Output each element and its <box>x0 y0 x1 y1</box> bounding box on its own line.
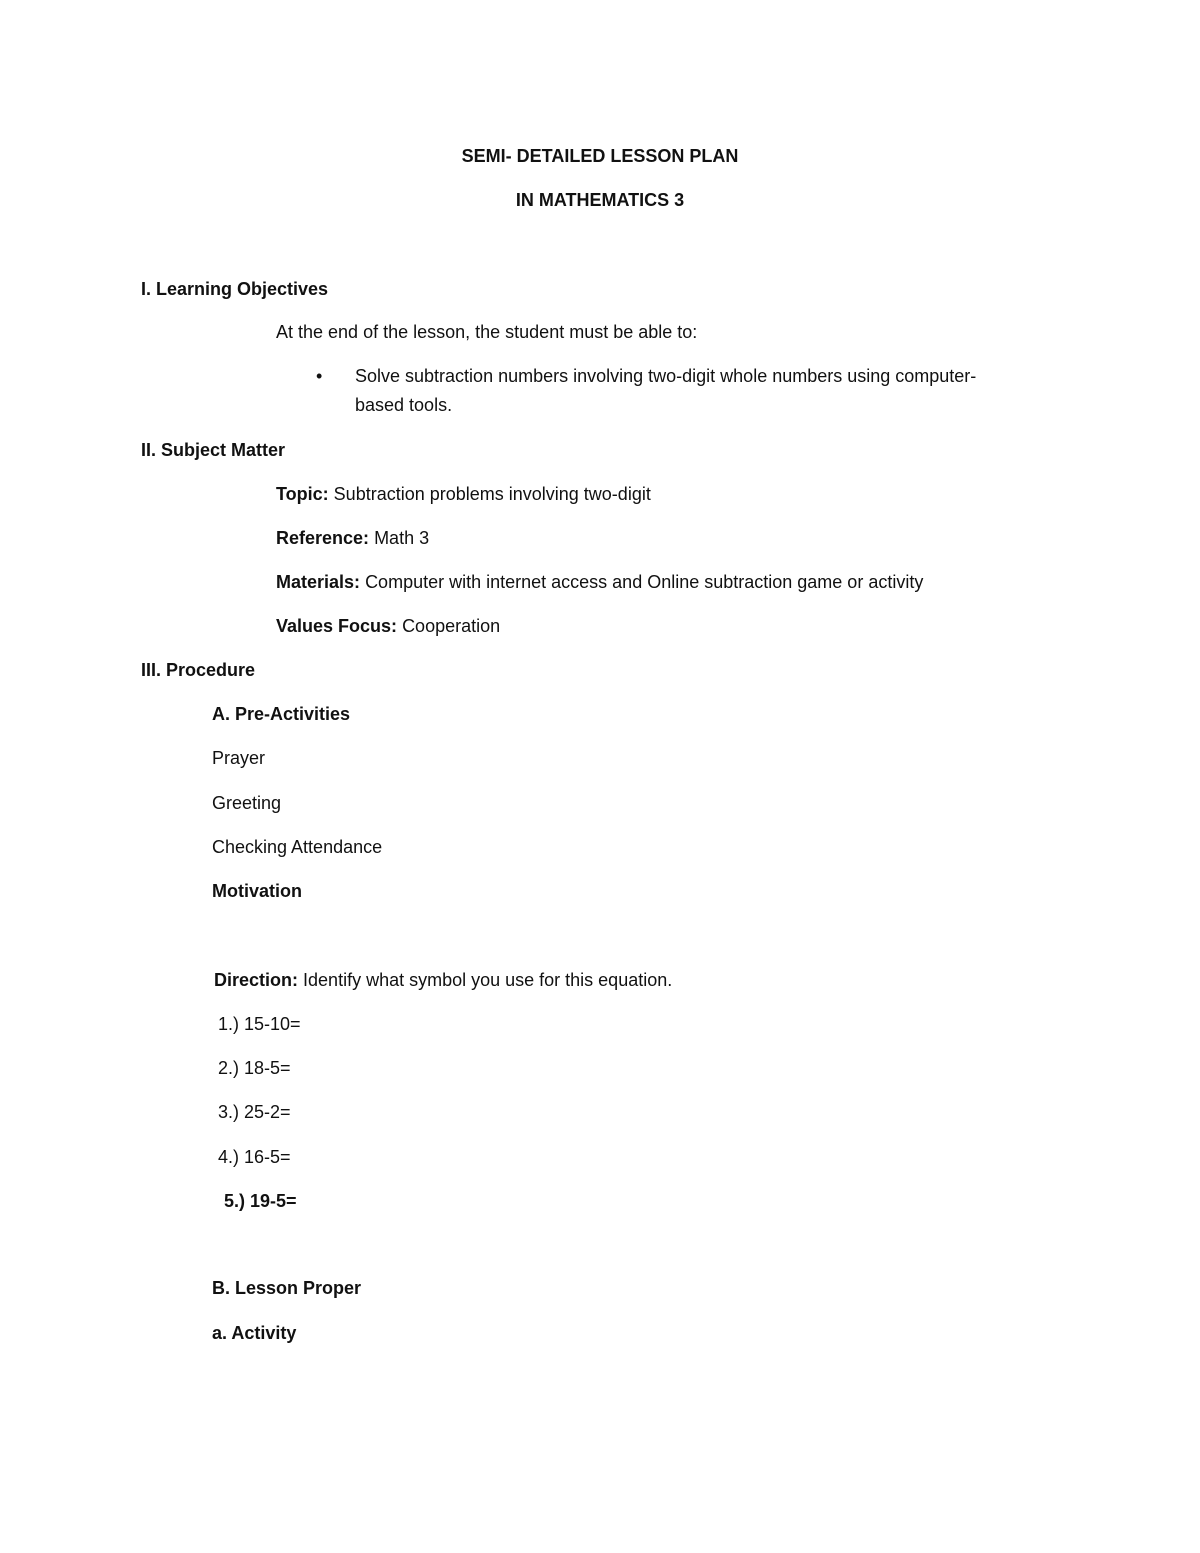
equation-item: 4.) 16-5= <box>218 1147 291 1167</box>
motivation-heading: Motivation <box>212 881 302 901</box>
objectives-intro: At the end of the lesson, the student must be able to: <box>276 322 698 342</box>
procedure-heading: III. Procedure <box>141 660 256 680</box>
lesson-plan-subtitle: IN MATHEMATICS 3 <box>515 190 685 210</box>
subject-matter-heading: II. Subject Matter <box>141 440 286 460</box>
materials-row <box>276 570 923 594</box>
equation-item: 1.) 15-10= <box>218 1014 301 1034</box>
equation-item: 5.) 19-5= <box>224 1191 297 1211</box>
values-focus-label: Values Focus: <box>276 616 398 636</box>
values-focus-row <box>276 614 500 638</box>
objective-bullet-line-2: based tools. <box>355 395 453 415</box>
direction-text: Identify what symbol you use for this equation. <box>303 970 673 990</box>
direction-row <box>214 968 672 992</box>
topic-label: Topic: <box>276 484 329 504</box>
reference-value: Math 3 <box>374 528 430 548</box>
pre-activity-item: Greeting <box>212 793 282 813</box>
lesson-plan-title: SEMI- DETAILED LESSON PLAN <box>461 146 739 166</box>
pre-activities-heading: A. Pre-Activities <box>212 704 351 724</box>
objective-bullet-line-1: Solve subtraction numbers involving two-digit whole numbers using computer- <box>355 366 977 386</box>
topic-value: Subtraction problems involving two-digit <box>333 484 651 504</box>
direction-label: Direction: <box>214 970 299 990</box>
topic-row <box>276 482 651 506</box>
activity-heading: a. Activity <box>212 1323 297 1343</box>
reference-row <box>276 526 429 550</box>
pre-activity-item: Checking Attendance <box>212 837 383 857</box>
materials-label: Materials: <box>276 572 361 592</box>
reference-label: Reference: <box>276 528 370 548</box>
bullet-icon: • <box>316 366 323 386</box>
lesson-proper-heading: B. Lesson Proper <box>212 1278 362 1298</box>
equation-item: 3.) 25-2= <box>218 1102 291 1122</box>
equation-item: 2.) 18-5= <box>218 1058 291 1078</box>
objectives-heading: I. Learning Objectives <box>141 279 329 299</box>
materials-value: Computer with internet access and Online subtraction game or activity <box>365 572 924 592</box>
pre-activity-item: Prayer <box>212 748 266 768</box>
values-focus-value: Cooperation <box>402 616 501 636</box>
